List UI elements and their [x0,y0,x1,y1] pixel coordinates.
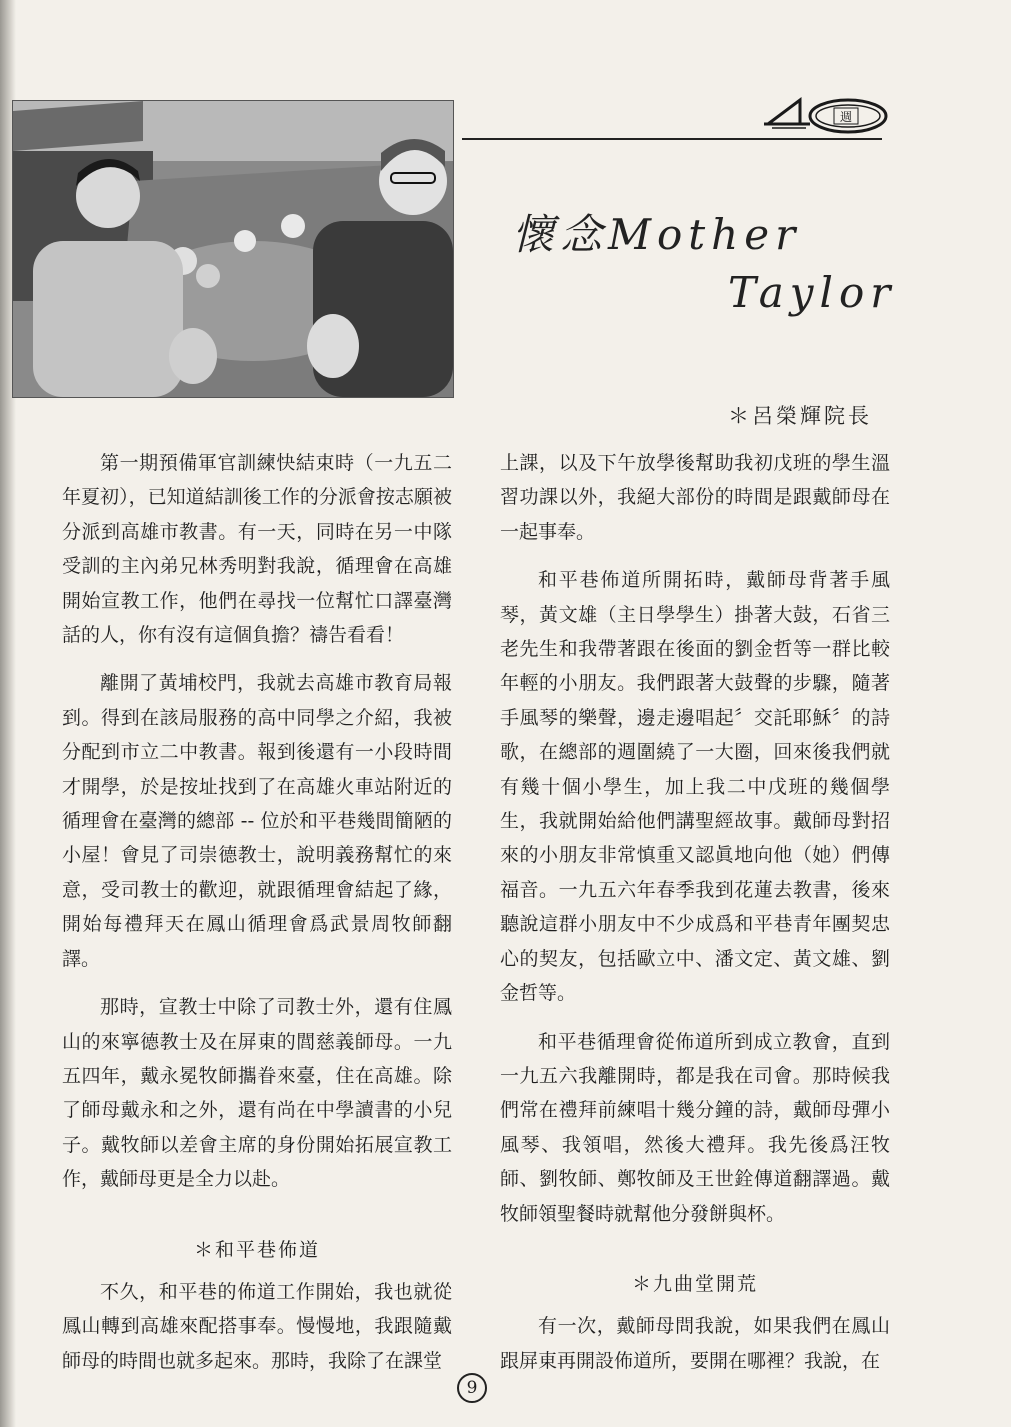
paragraph: 離開了黃埔校門，我就去高雄市教育局報到。得到在該局服務的高中同學之介紹，我被分配到市立二中教書。報到後還有一小段時間才開學，於是按址找到了在高雄火車站附近的循理會在臺灣的總部 -- 位於和平巷幾間簡陋的小屋！會見了司崇德教士，說明義務幫忙的來意，受司教士的歡迎，就跟循理會結起了緣，開始每禮拜天在鳳山循理會爲武景周牧師翻譯。 [62,672,452,970]
header-rule [462,138,882,140]
article-photo [12,100,454,398]
page-number: 9 [457,1373,487,1403]
article-title-line2: Taylor [728,268,897,317]
article-title-line1: 懷念Mother [512,210,802,259]
author-byline: ＊呂榮輝院長 [728,404,872,428]
photo-illustration [13,101,453,397]
logo-text: 週 [839,110,853,124]
paragraph: 和平巷循理會從佈道所到成立教會，直到一九五六我離開時，都是我在司會。那時候我們常在禮拜前練唱十幾分鐘的詩，戴師母彈小風琴、我領唱，然後大禮拜。我先後爲汪牧師、劉牧師、鄭牧師及王世銓傳道翻譯過。戴牧師領聖餐時就幫他分發餅與杯。 [500,1030,890,1225]
paragraph: 不久，和平巷的佈道工作開始，我也就從鳳山轉到高雄來配搭事奉。慢慢地，我跟隨戴師母的時間也就多起來。那時，我除了在課堂 [62,1280,452,1372]
paragraph: 第一期預備軍官訓練快結束時（一九五二年夏初），已知道結訓後工作的分派會按志願被分派到高雄市教書。有一天，同時在另一中隊受訓的主內弟兄林秀明對我說，循理會在高雄開始宣教工作，他們在尋找一位幫忙口譯臺灣話的人，你有沒有這個負擔？禱告看看！ [62,452,452,647]
paragraph: 上課，以及下午放學後幫助我初戊班的學生溫習功課以外，我絕大部份的時間是跟戴師母在一起事奉。 [500,452,890,543]
section-heading: ＊和平巷佈道 [193,1238,320,1261]
right-column [500,446,890,1392]
paragraph: 那時，宣教士中除了司教士外，還有住鳳山的來寧德教士及在屏東的閭慈義師母。一九五四年，戴永冕牧師攜眷來臺，住在高雄。除了師母戴永和之外，還有尚在中學讀書的小兒子。戴牧師以差會主席的身份開始拓展宣教工作，戴師母更是全力以赴。 [62,996,452,1191]
paragraph: 有一次，戴師母問我說，如果我們在鳳山跟屏東再開設佈道所，要開在哪裡？我說，在 [500,1315,890,1372]
paragraph: 和平巷佈道所開拓時，戴師母背著手風琴，黃文雄（主日學學生）掛著大鼓，石省三老先生和我帶著跟在後面的劉金哲等一群比較年輕的小朋友。我們跟著大鼓聲的步驟，隨著手風琴的樂聲，邊走邊唱起〞交託耶穌〞的詩歌，在總部的週圍繞了一大圈，回來後我們就有幾十個小學生，加上我二中戊班的幾個學生，我就開始給他們講聖經故事。戴師母對招來的小朋友非常慎重又認眞地向他（她）們傳福音。一九五六年春季我到花蓮去教書，後來聽說這群小朋友中不少成爲和平巷青年團契忠心的契友，包括歐立中、潘文定、黃文雄、劉金哲等。 [500,569,890,1005]
anniversary-40-logo-icon [762,94,892,138]
left-column [62,446,452,1392]
section-heading: ＊九曲堂開荒 [631,1272,758,1295]
